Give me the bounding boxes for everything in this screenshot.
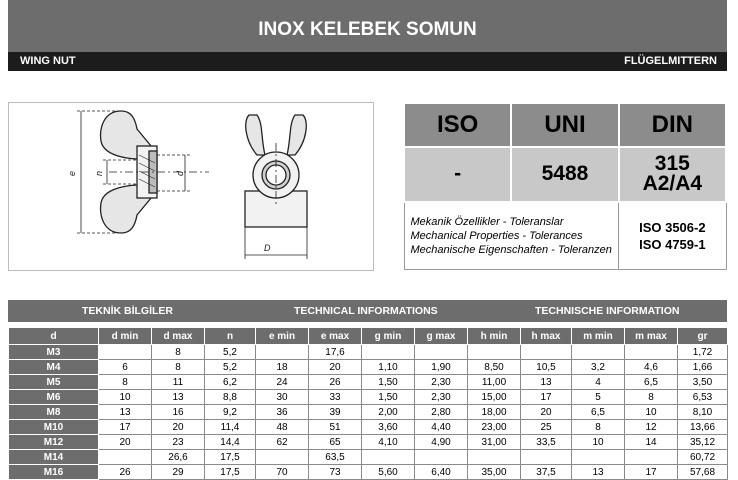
- din-material: A2/A4: [642, 172, 703, 196]
- value-cell: 4,40: [415, 420, 468, 435]
- value-cell: 4,10: [362, 435, 415, 450]
- value-cell: 9,2: [205, 405, 256, 420]
- wing-nut-drawing: [9, 103, 373, 270]
- value-cell: 2,30: [415, 375, 468, 390]
- value-cell: 17: [625, 465, 678, 480]
- value-cell: 4: [572, 375, 625, 390]
- value-cell: 2,00: [362, 405, 415, 420]
- table-row: [9, 465, 728, 480]
- value-cell: 8: [625, 390, 678, 405]
- size-cell: M16: [9, 465, 99, 480]
- value-cell: 10: [99, 390, 152, 405]
- german-subtitle: FLÜGELMITTERN: [624, 55, 717, 67]
- column-header: n: [205, 328, 256, 345]
- value-cell: 1,66: [678, 360, 728, 375]
- value-cell: 65: [309, 435, 362, 450]
- value-cell: 17: [99, 420, 152, 435]
- column-header: d min: [99, 328, 152, 345]
- value-cell: [625, 450, 678, 465]
- value-cell: 37,5: [521, 465, 572, 480]
- table-row: [9, 345, 728, 360]
- value-cell: 4,90: [415, 435, 468, 450]
- value-cell: 17,6: [309, 345, 362, 360]
- info-label-tr: TEKNİK BİLGİLER: [82, 305, 173, 317]
- value-cell: [521, 450, 572, 465]
- value-cell: 24: [256, 375, 309, 390]
- value-cell: [256, 345, 309, 360]
- value-cell: 10: [572, 435, 625, 450]
- value-cell: 20: [521, 405, 572, 420]
- value-cell: 11,4: [205, 420, 256, 435]
- value-cell: 8,50: [468, 360, 521, 375]
- column-header: g min: [362, 328, 415, 345]
- dimensions-table: [8, 327, 728, 480]
- dimension-label-e: e: [67, 170, 77, 176]
- iso-ref-1: ISO 3506-2: [639, 219, 706, 235]
- column-header: m min: [572, 328, 625, 345]
- column-header: d max: [152, 328, 205, 345]
- mechanical-line-tr: Mekanik Özellikler - Toleranslar: [410, 215, 564, 228]
- standards-table: [403, 102, 727, 270]
- size-cell: M3: [9, 345, 99, 360]
- table-row: [9, 420, 728, 435]
- value-cell: 6,40: [415, 465, 468, 480]
- value-cell: 31,00: [468, 435, 521, 450]
- value-cell: 20: [309, 360, 362, 375]
- subtitle-bar: [8, 52, 727, 71]
- table-row: [9, 375, 728, 390]
- value-cell: [415, 450, 468, 465]
- info-label-en: TECHNICAL INFORMATIONS: [294, 305, 438, 317]
- technical-info-bar: [8, 300, 727, 322]
- value-cell: 20: [152, 420, 205, 435]
- value-cell: 35,00: [468, 465, 521, 480]
- value-cell: 20: [99, 435, 152, 450]
- uni-header: UNI: [511, 103, 618, 147]
- value-cell: [99, 345, 152, 360]
- value-cell: 18,00: [468, 405, 521, 420]
- value-cell: 5: [572, 390, 625, 405]
- value-cell: 5,2: [205, 360, 256, 375]
- value-cell: 35,12: [678, 435, 728, 450]
- value-cell: 73: [309, 465, 362, 480]
- value-cell: [415, 345, 468, 360]
- value-cell: 8,8: [205, 390, 256, 405]
- din-header: DIN: [619, 103, 726, 147]
- table-row: [9, 450, 728, 465]
- iso-ref-2: ISO 4759-1: [639, 236, 706, 252]
- value-cell: 6,53: [678, 390, 728, 405]
- value-cell: 8,10: [678, 405, 728, 420]
- value-cell: 16: [152, 405, 205, 420]
- column-header: g max: [415, 328, 468, 345]
- size-cell: M5: [9, 375, 99, 390]
- value-cell: 5,60: [362, 465, 415, 480]
- table-row: [9, 360, 728, 375]
- page-title: INOX KELEBEK SOMUN: [8, 0, 727, 52]
- value-cell: [362, 345, 415, 360]
- value-cell: 26,6: [152, 450, 205, 465]
- value-cell: 15,00: [468, 390, 521, 405]
- value-cell: 29: [152, 465, 205, 480]
- iso-references: [619, 202, 726, 270]
- value-cell: 18: [256, 360, 309, 375]
- mechanical-properties-text: [404, 202, 619, 270]
- value-cell: 3,50: [678, 375, 728, 390]
- value-cell: 62: [256, 435, 309, 450]
- iso-header: ISO: [404, 103, 511, 147]
- size-cell: M12: [9, 435, 99, 450]
- value-cell: [572, 345, 625, 360]
- value-cell: 14,4: [205, 435, 256, 450]
- value-cell: 3,60: [362, 420, 415, 435]
- value-cell: 11,00: [468, 375, 521, 390]
- value-cell: 8: [99, 375, 152, 390]
- value-cell: 6: [99, 360, 152, 375]
- value-cell: 10: [625, 405, 678, 420]
- value-cell: 1,90: [415, 360, 468, 375]
- value-cell: 39: [309, 405, 362, 420]
- value-cell: 4,6: [625, 360, 678, 375]
- value-cell: [572, 450, 625, 465]
- value-cell: 13: [521, 375, 572, 390]
- value-cell: 6,5: [625, 375, 678, 390]
- value-cell: 13: [572, 465, 625, 480]
- uni-value: 5488: [511, 147, 618, 201]
- value-cell: 63,5: [309, 450, 362, 465]
- table-row: [9, 435, 728, 450]
- dimension-label-D: D: [264, 243, 271, 253]
- value-cell: 23: [152, 435, 205, 450]
- table-row: [9, 405, 728, 420]
- value-cell: 3,2: [572, 360, 625, 375]
- value-cell: 14: [625, 435, 678, 450]
- value-cell: 13,66: [678, 420, 728, 435]
- value-cell: 17: [521, 390, 572, 405]
- info-label-de: TECHNISCHE INFORMATION: [535, 305, 680, 317]
- size-cell: M4: [9, 360, 99, 375]
- value-cell: [256, 450, 309, 465]
- value-cell: 25: [521, 420, 572, 435]
- value-cell: 17,5: [205, 465, 256, 480]
- value-cell: 57,68: [678, 465, 728, 480]
- value-cell: 8: [572, 420, 625, 435]
- value-cell: 26: [309, 375, 362, 390]
- table-header-row: [9, 328, 728, 345]
- value-cell: 8: [152, 360, 205, 375]
- value-cell: 12: [625, 420, 678, 435]
- value-cell: 2,30: [415, 390, 468, 405]
- value-cell: 70: [256, 465, 309, 480]
- mechanical-line-de: Mechanische Eigenschaften - Toleranzen: [410, 243, 612, 256]
- size-cell: M6: [9, 390, 99, 405]
- value-cell: [521, 345, 572, 360]
- size-cell: M10: [9, 420, 99, 435]
- mechanical-line-en: Mechanical Properties - Tolerances: [410, 229, 583, 242]
- iso-value: -: [404, 147, 511, 201]
- value-cell: 17,5: [205, 450, 256, 465]
- table-row: [9, 390, 728, 405]
- value-cell: [625, 345, 678, 360]
- value-cell: [99, 450, 152, 465]
- column-header: m max: [625, 328, 678, 345]
- value-cell: 1,72: [678, 345, 728, 360]
- size-cell: M8: [9, 405, 99, 420]
- column-header: gr: [678, 328, 728, 345]
- value-cell: 1,50: [362, 375, 415, 390]
- value-cell: 1,10: [362, 360, 415, 375]
- value-cell: 36: [256, 405, 309, 420]
- column-header: e max: [309, 328, 362, 345]
- dimension-label-d: d: [175, 170, 185, 176]
- english-subtitle: WING NUT: [20, 55, 76, 67]
- value-cell: 26: [99, 465, 152, 480]
- value-cell: 33: [309, 390, 362, 405]
- value-cell: 30: [256, 390, 309, 405]
- value-cell: [362, 450, 415, 465]
- value-cell: 48: [256, 420, 309, 435]
- value-cell: 13: [99, 405, 152, 420]
- column-header: d: [9, 328, 99, 345]
- value-cell: 6,5: [572, 405, 625, 420]
- value-cell: 8: [152, 345, 205, 360]
- value-cell: 60,72: [678, 450, 728, 465]
- din-value: [619, 147, 726, 201]
- dimension-label-n: n: [94, 170, 104, 176]
- column-header: e min: [256, 328, 309, 345]
- value-cell: 10,5: [521, 360, 572, 375]
- value-cell: 6,2: [205, 375, 256, 390]
- size-cell: M14: [9, 450, 99, 465]
- column-header: h min: [468, 328, 521, 345]
- value-cell: 33,5: [521, 435, 572, 450]
- value-cell: 11: [152, 375, 205, 390]
- value-cell: 5,2: [205, 345, 256, 360]
- value-cell: [468, 450, 521, 465]
- value-cell: 1,50: [362, 390, 415, 405]
- technical-drawing: [8, 102, 374, 271]
- value-cell: [468, 345, 521, 360]
- din-number: 315: [654, 152, 690, 176]
- column-header: h max: [521, 328, 572, 345]
- value-cell: 2,80: [415, 405, 468, 420]
- value-cell: 23,00: [468, 420, 521, 435]
- value-cell: 51: [309, 420, 362, 435]
- value-cell: 13: [152, 390, 205, 405]
